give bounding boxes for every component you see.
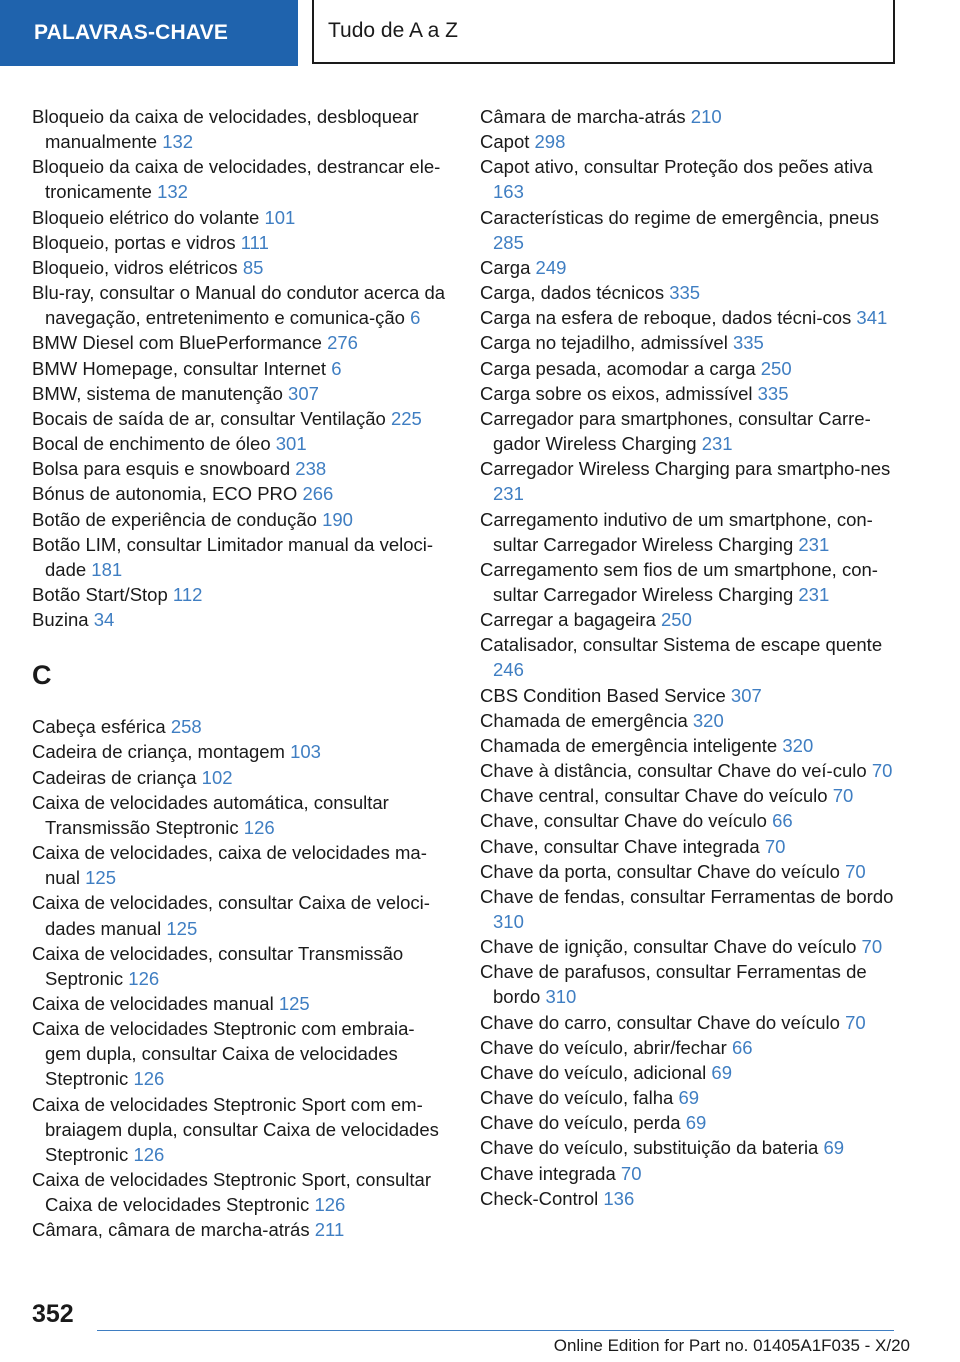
entry-text: Cadeiras de criança [32,766,197,788]
entry-text: Chave do veículo, substituição da bateria [480,1137,819,1159]
entry-text: Capot [480,131,530,153]
entry-text: Chave, consultar Chave integrada [480,835,760,857]
entry-text: Bocal de enchimento de óleo [32,433,271,455]
page-reference-link[interactable]: 307 [730,684,762,706]
page-reference-link[interactable]: 276 [327,332,358,354]
page-reference-link[interactable]: 69 [678,1087,700,1109]
page-reference-link[interactable]: 125 [166,917,198,939]
index-entry [32,431,450,456]
index-entry [32,1092,450,1167]
index-entry [32,1217,450,1242]
page-reference-link[interactable]: 126 [133,1143,165,1165]
page-reference-link[interactable]: 250 [760,357,792,379]
entry-text: Caixa de velocidades, consultar Caixa de veloci-dades manual [32,892,430,939]
index-entry [32,280,450,330]
entry-text: CBS Condition Based Service [480,684,726,706]
index-entry [32,230,450,255]
index-entry [32,890,450,940]
entry-text: Buzina [32,609,89,631]
page-header [0,0,960,66]
index-entry [32,456,450,481]
entry-text: Chave do veículo, abrir/fechar [480,1036,727,1058]
index-entry [480,708,900,733]
index-entry [480,406,900,456]
index-entry [480,733,900,758]
entry-text: Blu-ray, consultar o Manual do condutor acerca da navegação, entretenimento e comunica-ção [32,282,446,329]
index-entry [480,456,900,506]
index-entry [32,481,450,506]
entry-text: BMW, sistema de manutenção [32,382,283,404]
index-entry [32,607,450,632]
section-letter: C [32,660,52,691]
page-reference-link[interactable]: 125 [85,867,116,889]
entry-text: Chave do carro, consultar Chave do veículo [480,1011,840,1033]
page-reference-link[interactable]: 126 [128,967,160,989]
entry-text: Bocais de saída de ar, consultar Ventilação [32,407,386,429]
entry-text: Carregador para smartphones, consultar Carre-gador Wireless Charging [480,407,871,455]
page-reference-link[interactable]: 258 [170,716,202,738]
index-entry [480,280,900,305]
index-entry [32,840,450,890]
index-entry [480,834,900,859]
index-entry [480,557,900,607]
page-reference-link[interactable]: 70 [845,1011,866,1033]
entry-text: Caixa de velocidades automática, consultar Transmissão Steptronic [32,791,389,838]
index-entry [480,104,900,129]
page-reference-link[interactable]: 69 [823,1137,845,1159]
entry-text: Câmara de marcha-atrás [480,106,686,127]
page-reference-link[interactable]: 335 [669,282,701,304]
entry-text: Bónus de autonomia, ECO PRO [32,483,298,505]
entry-text: Chave da porta, consultar Chave do veículo [480,860,840,882]
entry-text: Bloqueio da caixa de velocidades, desbloquear manualmente [32,106,419,153]
page-reference-link[interactable]: 70 [871,760,893,782]
footer-divider [97,1330,894,1331]
page-reference-link[interactable]: 246 [493,659,524,681]
entry-text: Chave do veículo, adicional [480,1061,707,1083]
page-reference-link[interactable]: 163 [493,181,524,203]
entry-text: Carga na esfera de reboque, dados técni-cos [480,307,852,329]
entry-text: Bloqueio elétrico do volante [32,206,260,228]
index-entry [480,356,900,381]
page-reference-link[interactable]: 266 [302,483,334,505]
page-reference-link[interactable]: 181 [91,558,123,580]
section-tab: PALAVRAS-CHAVE [0,0,298,66]
index-entry [480,154,900,204]
entry-text: Bloqueio da caixa de velocidades, destrancar ele-tronicamente [32,156,441,203]
index-entry [32,532,450,582]
entry-text: Carga no tejadilho, admissível [480,332,728,354]
entry-text: Carregamento indutivo de um smartphone, con-sultar Carregador Wireless Charging [480,508,873,555]
page-reference-link[interactable]: 6 [410,307,421,329]
page-reference-link[interactable]: 70 [861,936,883,958]
entry-text: Caixa de velocidades Steptronic Sport com em-braiagem dupla, consultar Caixa de velocidades Steptronic [32,1093,439,1165]
index-entry [32,739,450,764]
entry-text: Capot ativo, consultar Proteção dos peões ativa [480,156,873,178]
page-reference-link[interactable]: 66 [772,810,793,832]
page-reference-link[interactable]: 210 [690,106,722,127]
entry-text: Check-Control [480,1187,599,1209]
entry-text: Chave, consultar Chave do veículo [480,810,767,832]
page-reference-link[interactable]: 34 [93,609,115,631]
index-entry [480,1035,900,1060]
index-entry [32,356,450,381]
page-reference-link[interactable]: 335 [757,382,789,404]
index-entry [480,959,900,1009]
index-entry [480,1186,900,1211]
index-entry [32,714,450,739]
index-entry [480,1161,900,1186]
entry-text: BMW Homepage, consultar Internet [32,357,327,379]
index-entry [480,255,900,280]
page-reference-link[interactable]: 341 [856,307,888,329]
page-reference-link[interactable]: 310 [545,986,577,1008]
entry-text: Caixa de velocidades Steptronic Sport, consultar Caixa de velocidades Steptronic [32,1169,431,1216]
entry-text: Chave do veículo, perda [480,1112,681,1134]
chapter-title: Tudo de A a Z [312,0,895,64]
entry-text: Bloqueio, vidros elétricos [32,256,238,278]
edition-footer: Online Edition for Part no. 01405A1F035 - X/20 [553,1336,910,1355]
entry-text: Carga, dados técnicos [480,282,665,304]
entry-text: Carga sobre os eixos, admissível [480,382,753,404]
index-column-right [480,104,900,1211]
entry-text: Carga pesada, acomodar a carga [480,357,756,379]
entry-text: Cabeça esférica [32,716,166,738]
entry-text: Chave do veículo, falha [480,1087,674,1109]
entry-text: Caixa de velocidades, consultar Transmissão Septronic [32,942,404,989]
page-reference-link[interactable]: 125 [278,993,310,1014]
index-entry [480,1110,900,1135]
entry-text: BMW Diesel com BluePerformance [32,332,322,354]
entry-text: Carregar a bagageira [480,609,656,631]
page-reference-link[interactable]: 103 [290,741,321,763]
page-reference-link[interactable]: 307 [288,382,319,404]
page-reference-link[interactable]: 66 [731,1036,753,1058]
entry-text: Chave de fendas, consultar Ferramentas de bordo [480,885,894,907]
page-reference-link[interactable]: 320 [782,734,814,756]
page-reference-link[interactable]: 238 [295,458,327,480]
page-reference-link[interactable]: 69 [711,1061,732,1083]
index-entry [480,1085,900,1110]
index-entry [480,1060,900,1085]
entry-text: Caixa de velocidades manual [32,993,274,1014]
entry-text: Chave de parafusos, consultar Ferramentas de bordo [480,961,867,1008]
page-reference-link[interactable]: 231 [798,583,830,605]
page-reference-link[interactable]: 136 [603,1187,635,1209]
index-entry [32,330,450,355]
page-reference-link[interactable]: 102 [201,766,233,788]
page-number: 352 [32,1300,74,1328]
page-reference-link[interactable]: 225 [390,407,422,429]
page-reference-link[interactable]: 70 [620,1162,642,1184]
index-entry [480,808,900,833]
index-entry [480,884,900,934]
page-reference-link[interactable]: 132 [157,181,188,203]
entry-text: Carga [480,256,531,278]
index-entry [480,1135,900,1160]
entry-text: Catalisador, consultar Sistema de escape quente [480,634,883,656]
index-entry [480,632,900,682]
page-reference-link[interactable]: 6 [331,357,342,379]
page-reference-link[interactable]: 249 [535,256,567,278]
page-reference-link[interactable]: 211 [314,1219,345,1241]
index-entry [32,790,450,840]
entry-text: Carregamento sem fios de um smartphone, con-sultar Carregador Wireless Charging [480,558,878,605]
index-entry [32,154,450,204]
entry-text: Caixa de velocidades Steptronic com embraia-gem dupla, consultar Caixa de velocidades Steptronic [32,1018,415,1090]
index-entry [480,1010,900,1035]
index-entry [32,765,450,790]
index-entry [480,205,900,255]
entry-text: Chave de ignição, consultar Chave do veículo [480,936,857,958]
index-entry [480,758,900,783]
page-reference-link[interactable]: 132 [162,131,194,153]
entry-text: Chamada de emergência inteligente [480,734,778,756]
index-entry [480,330,900,355]
index-entry [32,1167,450,1217]
index-list-b [32,104,450,632]
entry-text: Botão de experiência de condução [32,508,317,530]
page-reference-link[interactable]: 190 [322,508,353,530]
page-reference-link[interactable]: 250 [661,609,692,631]
index-entry [32,991,450,1016]
index-entry [32,406,450,431]
page-reference-link[interactable]: 126 [133,1068,165,1090]
index-entry [480,859,900,884]
index-entry [32,104,450,154]
page-reference-link[interactable]: 126 [243,816,275,838]
index-entry [480,934,900,959]
entry-text: Chamada de emergência [480,709,688,731]
index-entry [480,783,900,808]
entry-text: Câmara, câmara de marcha-atrás [32,1219,310,1241]
entry-text: Caixa de velocidades, caixa de velocidades ma-nual [32,842,427,889]
index-entry [32,941,450,991]
index-entry [32,1016,450,1091]
page-reference-link[interactable]: 70 [845,860,866,882]
page-reference-link[interactable]: 301 [275,433,307,455]
entry-text: Bolsa para esquis e snowboard [32,458,291,480]
page-reference-link[interactable]: 285 [493,231,524,253]
index-entry [32,381,450,406]
page-reference-link[interactable]: 70 [764,835,786,857]
page-reference-link[interactable]: 101 [264,206,296,228]
index-list-c [32,714,450,1242]
page-reference-link[interactable]: 70 [832,785,854,807]
page-reference-link[interactable]: 112 [172,583,203,605]
page-reference-link[interactable]: 231 [493,483,524,505]
page-reference-link[interactable]: 126 [314,1194,346,1216]
index-column-left [32,104,450,1243]
entry-text: Chave integrada [480,1162,616,1184]
page-reference-link[interactable]: 310 [493,911,524,932]
index-entry [480,607,900,632]
index-entry [480,305,900,330]
index-entry [480,507,900,557]
entry-text: Chave à distância, consultar Chave do veí-culo [480,760,867,782]
page-reference-link[interactable]: 231 [701,433,733,455]
index-entry [32,255,450,280]
entry-text: Características do regime de emergência, pneus [480,206,879,228]
page-reference-link[interactable]: 231 [798,533,830,555]
page-reference-link[interactable]: 320 [692,709,724,731]
entry-text: Carregador Wireless Charging para smartpho-nes [480,458,891,480]
index-entry [32,507,450,532]
page-reference-link[interactable]: 111 [240,231,269,253]
index-entry [480,683,900,708]
index-entry [480,129,900,154]
index-entry [480,381,900,406]
page-reference-link[interactable]: 335 [732,332,764,354]
index-entry [32,582,450,607]
index-list-c-continued [480,104,900,1211]
entry-text: Bloqueio, portas e vidros [32,231,236,253]
page-reference-link[interactable]: 69 [685,1112,707,1134]
index-entry [32,205,450,230]
entry-text: Cadeira de criança, montagem [32,741,285,763]
entry-text: Chave central, consultar Chave do veículo [480,785,828,807]
entry-text: Botão LIM, consultar Limitador manual da veloci-dade [32,533,434,580]
page-reference-link[interactable]: 298 [534,131,566,153]
entry-text: Botão Start/Stop [32,583,168,605]
page-reference-link[interactable]: 85 [242,256,264,278]
